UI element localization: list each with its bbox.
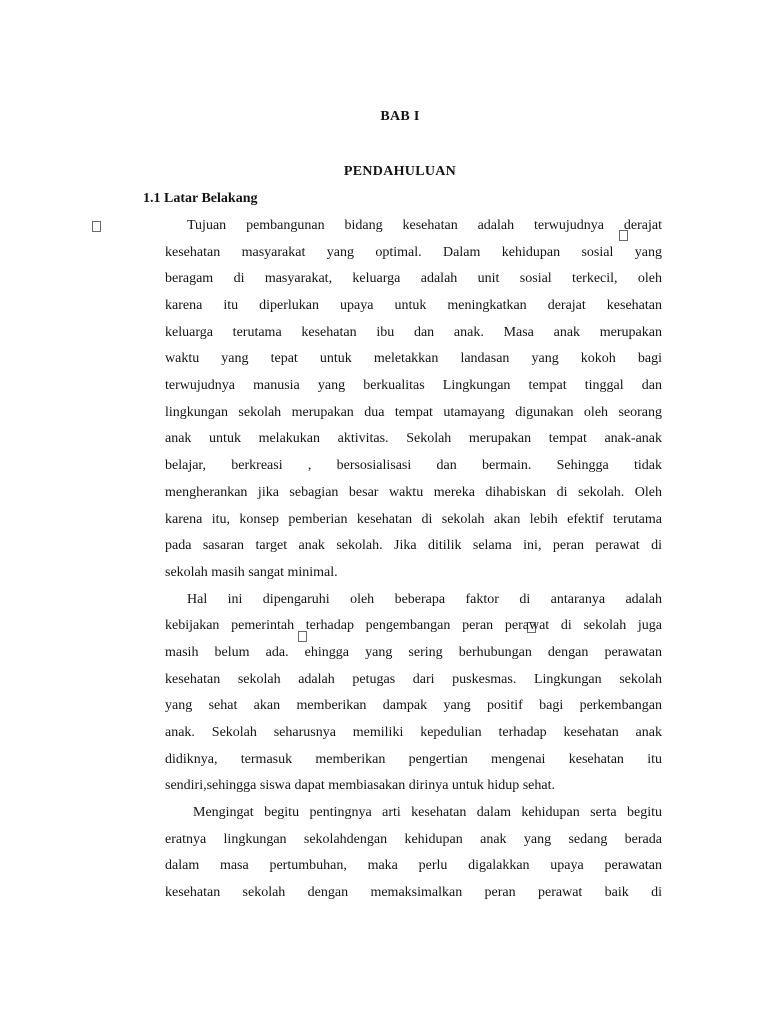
paragraph-line: anak. Sekolah seharusnya memiliki kepedulian terhadap kesehatan anak [165,725,662,740]
paragraph-line: didiknya, termasuk memberikan pengertian mengenai kesehatan itu [165,752,662,767]
paragraph-line: karena itu, konsep pemberian kesehatan di sekolah akan lebih efektif terutama [165,512,662,527]
paragraph-line: eratnya lingkungan sekolahdengan kehidupan anak yang sedang berada [165,832,662,847]
paragraph-line: waktu yang tepat untuk meletakkan landasan yang kokoh bagi [165,351,662,366]
paragraph-line: kebijakan pemerintah terhadap pengembangan peran perawat di sekolah juga [165,618,662,633]
paragraph-line: mengherankan jika sebagian besar waktu mereka dihabiskan di sekolah. Oleh [165,485,662,500]
paragraph-line: terwujudnya manusia yang berkualitas Lingkungan tempat tinggal dan [165,378,662,393]
paragraph-line: Hal ini dipengaruhi oleh beberapa faktor di antaranya adalah [187,592,662,607]
paragraph-line: belajar, berkreasi , bersosialisasi dan bermain. Sehingga tidak [165,458,662,473]
paragraph-line: pada sasaran target anak sekolah. Jika ditilik selama ini, peran perawat di [165,538,662,553]
paragraph-line: Mengingat begitu pentingnya arti kesehatan dalam kehidupan serta begitu [193,805,662,820]
paragraph-line: kesehatan masyarakat yang optimal. Dalam kehidupan sosial yang [165,245,662,260]
paragraph-line: sekolah masih sangat minimal. [165,565,338,580]
paragraph-line: yang sehat akan memberikan dampak yang positif bagi perkembangan [165,698,662,713]
chapter-number: BAB I [380,109,420,124]
paragraph-line: keluarga terutama kesehatan ibu dan anak. Masa anak merupakan [165,325,662,340]
section-heading: 1.1 Latar Belakang [143,191,258,206]
missing-glyph-icon [92,221,101,232]
paragraph-line: kesehatan sekolah adalah petugas dari puskesmas. Lingkungan sekolah [165,672,662,687]
paragraph-line: lingkungan sekolah merupakan dua tempat utamayang digunakan oleh seorang [165,405,662,420]
paragraph-line: anak untuk melakukan aktivitas. Sekolah merupakan tempat anak-anak [165,431,662,446]
chapter-title: PENDAHULUAN [343,164,457,179]
paragraph-line: kesehatan sekolah dengan memaksimalkan peran perawat baik di [165,885,662,900]
paragraph-line: beragam di masyarakat, keluarga adalah unit sosial terkecil, oleh [165,271,662,286]
paragraph-line: masih belum ada. ehingga yang sering berhubungan dengan perawatan [165,645,662,660]
paragraph-line: sendiri,sehingga siswa dapat membiasakan dirinya untuk hidup sehat. [165,778,555,793]
paragraph-line: Tujuan pembangunan bidang kesehatan adalah terwujudnya derajat [187,218,662,233]
paragraph-line: dalam masa pertumbuhan, maka perlu digalakkan upaya perawatan [165,858,662,873]
paragraph-line: karena itu diperlukan upaya untuk meningkatkan derajat kesehatan [165,298,662,313]
